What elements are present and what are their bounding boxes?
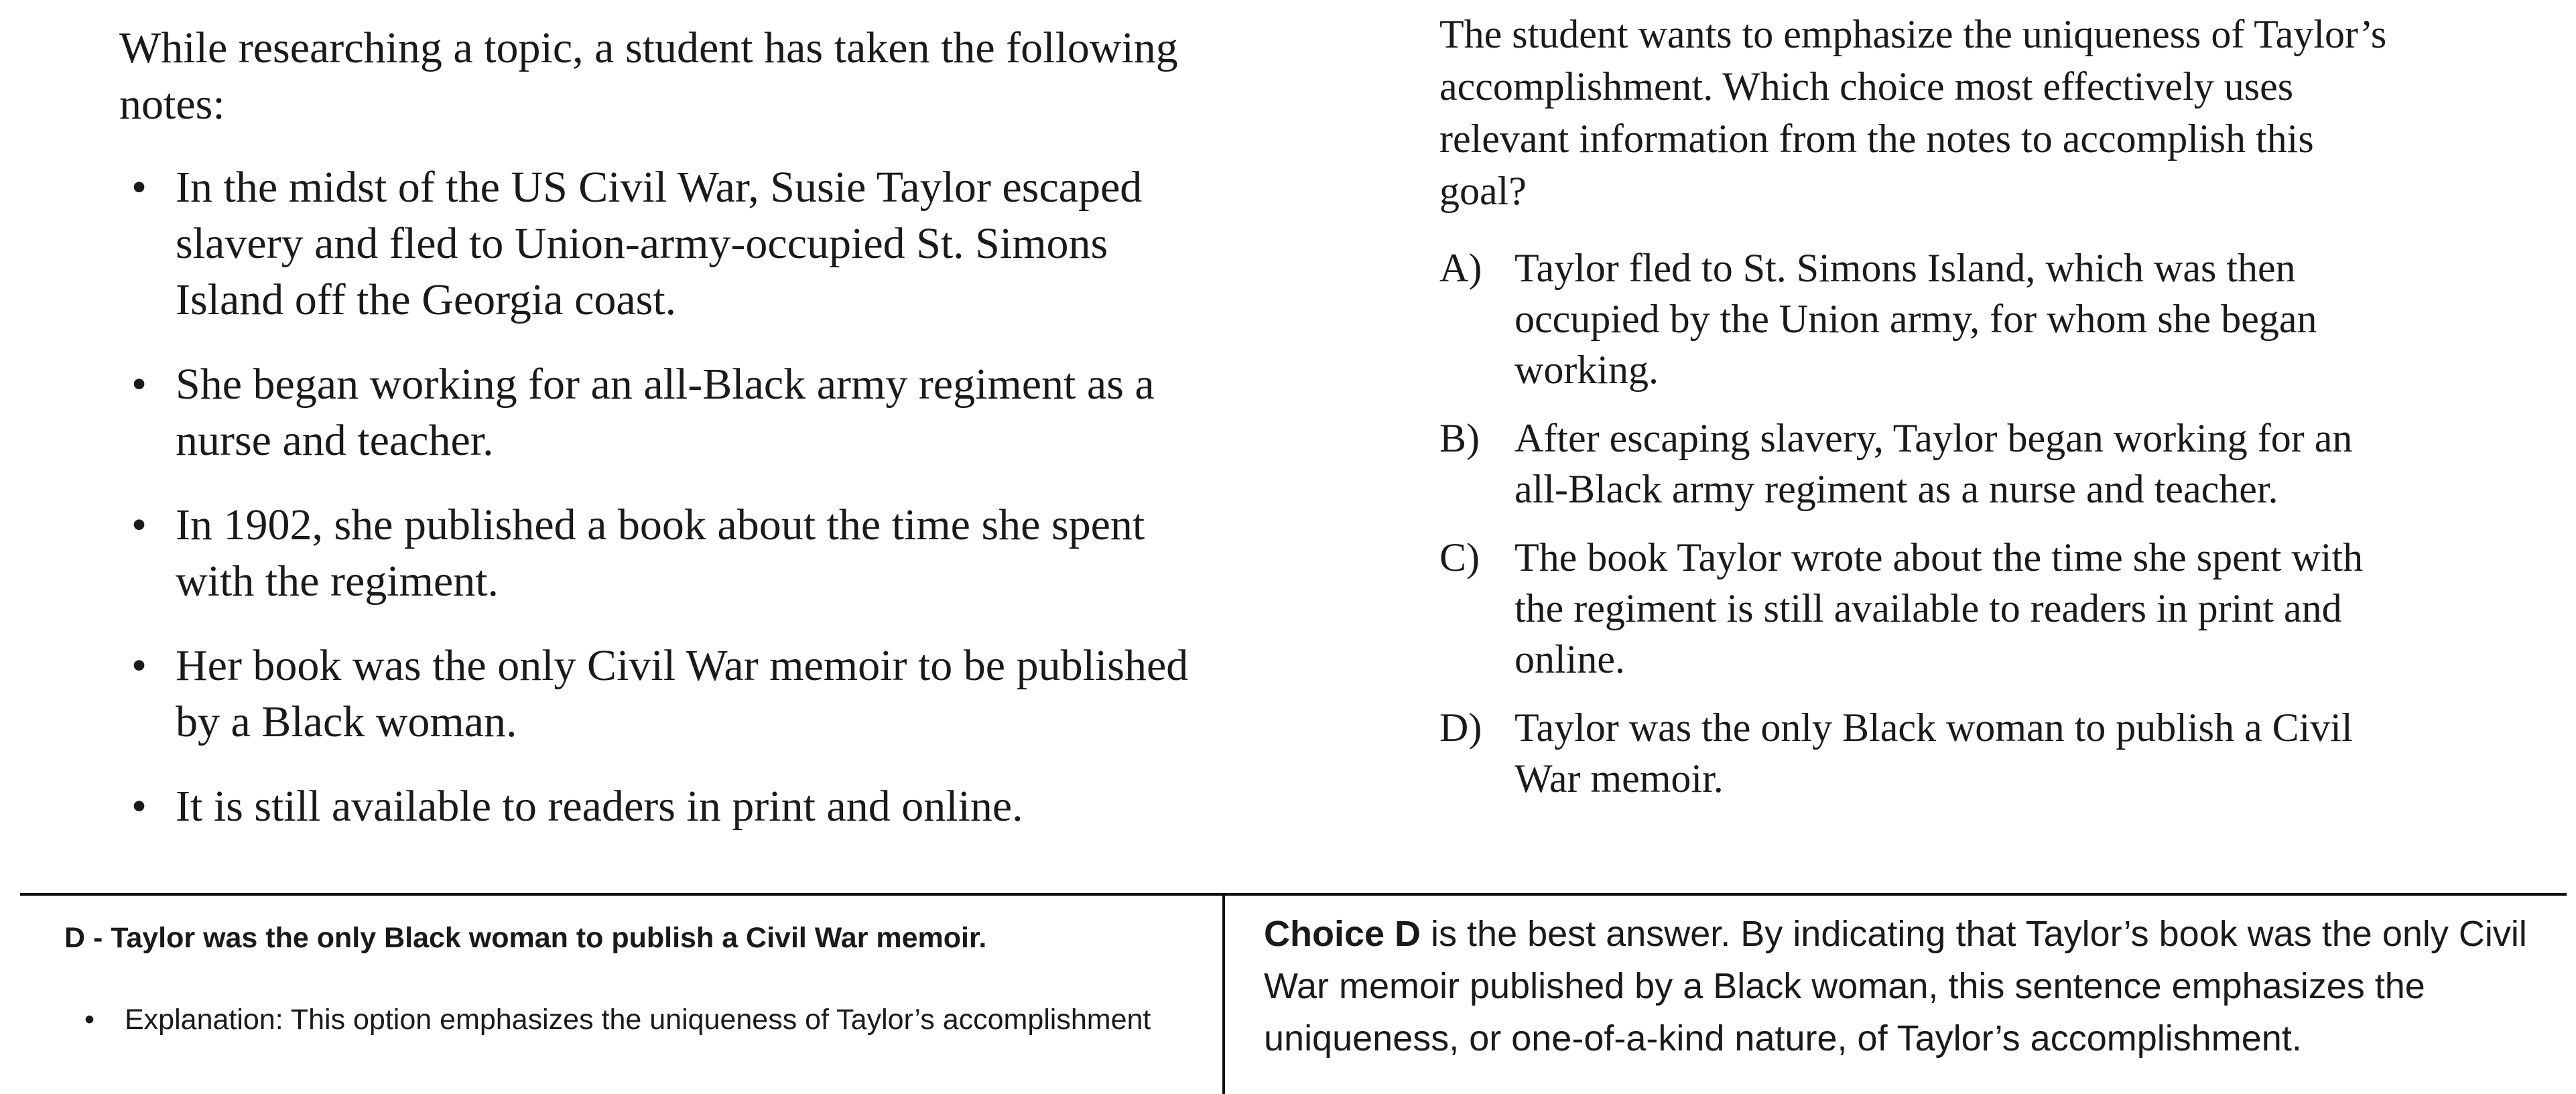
- bullet-icon: •: [131, 360, 147, 409]
- bullet-icon: •: [131, 163, 147, 212]
- model-answer-title: D - Taylor was the only Black woman to publish a Civil War memoir.: [64, 922, 987, 954]
- model-answer-explanation-text: Explanation: This option emphasizes the uniqueness of Taylor’s accomplishment: [125, 1004, 1151, 1036]
- choice-c[interactable]: [1439, 532, 2391, 685]
- horizontal-divider: [20, 893, 2567, 896]
- choice-d[interactable]: [1439, 702, 2391, 804]
- bullet-icon: •: [131, 782, 147, 831]
- choice-letter: B): [1439, 416, 1480, 460]
- question-stem: The student wants to emphasize the uniqueness of Taylor’s accomplishment. Which choice most effectively uses relevant information from the notes to accomplish this goal?: [1439, 12, 2387, 213]
- note-item: [119, 638, 1205, 750]
- bullet-icon: •: [84, 1004, 95, 1036]
- notes-list: [119, 159, 1205, 835]
- choice-b[interactable]: [1439, 413, 2391, 515]
- model-answer-explanation: [64, 1000, 1222, 1040]
- vertical-divider: [1222, 894, 1225, 1094]
- choice-letter: D): [1439, 705, 1482, 750]
- official-explanation-lead: Choice D: [1264, 914, 1421, 954]
- note-item: [119, 497, 1205, 610]
- note-item: [119, 159, 1205, 328]
- choice-a[interactable]: [1439, 243, 2391, 395]
- choice-text: Taylor was the only Black woman to publish a Civil War memoir.: [1515, 705, 2353, 801]
- note-item: [119, 356, 1205, 469]
- note-text: Her book was the only Civil War memoir to be published by a Black woman.: [176, 641, 1189, 746]
- note-text: It is still available to readers in print and online.: [176, 782, 1023, 831]
- bullet-icon: •: [131, 641, 147, 690]
- official-explanation-text: is the best answer. By indicating that Taylor’s book was the only Civil War memoir published by a Black woman, this sentence emphasizes the uniqueness, or one-of-a-kind nature, of Taylor’s accomplishment.: [1264, 914, 2527, 1058]
- notes-panel: [119, 20, 1205, 863]
- choice-letter: C): [1439, 535, 1480, 579]
- choice-letter: A): [1439, 246, 1482, 290]
- notes-intro: While researching a topic, a student has taken the following notes:: [119, 23, 1178, 129]
- note-text: In the midst of the US Civil War, Susie Taylor escaped slavery and fled to Union-army-occupied St. Simons Island off the Georgia coast.: [176, 163, 1143, 324]
- choice-text: The book Taylor wrote about the time she spent with the regiment is still available to readers in print and online.: [1515, 535, 2364, 681]
- choice-text: Taylor fled to St. Simons Island, which was then occupied by the Union army, for whom she began working.: [1515, 246, 2317, 392]
- note-text: She began working for an all-Black army regiment as a nurse and teacher.: [176, 360, 1155, 465]
- question-panel: [1439, 8, 2391, 821]
- note-item: [119, 778, 1205, 835]
- choice-text: After escaping slavery, Taylor began working for an all-Black army regiment as a nurse and teacher.: [1515, 416, 2353, 511]
- note-text: In 1902, she published a book about the time she spent with the regiment.: [176, 500, 1145, 606]
- model-answer-panel: [64, 918, 1217, 1040]
- bullet-icon: •: [131, 500, 147, 549]
- official-explanation-panel: [1264, 908, 2551, 1065]
